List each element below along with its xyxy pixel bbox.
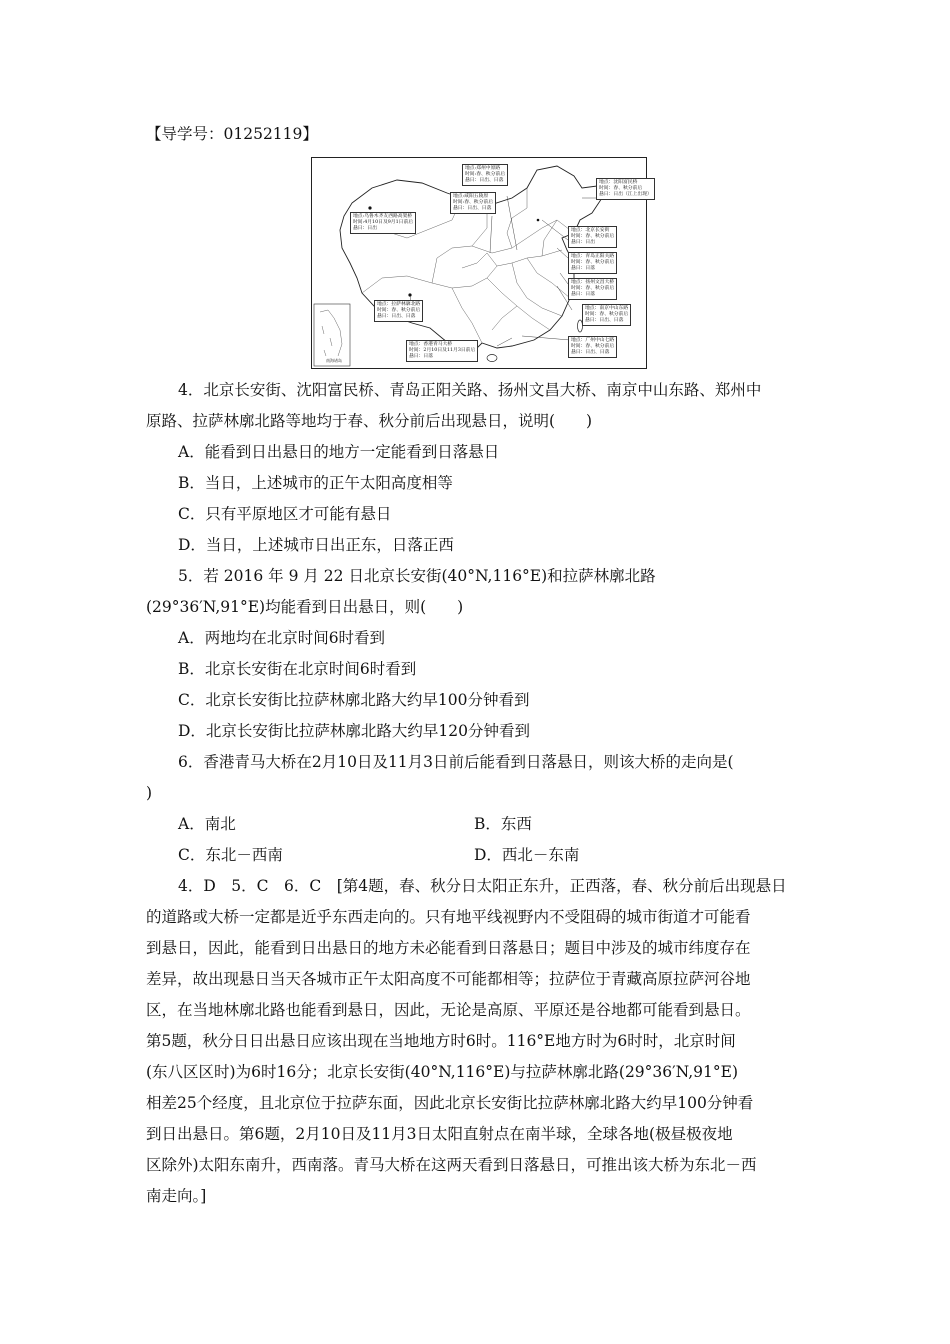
q4-stem-line2: 原路、拉萨林廓北路等地均于春、秋分前后出现悬日，说明( ) [146, 412, 593, 430]
q6-option-b: B．东西 [474, 815, 532, 833]
label-guangzhou: 地点：广州中山七路 时间：春、秋分前后 悬日：日出、日落 [568, 336, 617, 358]
guide-number: 【导学号：01252119】 [146, 125, 318, 143]
label-lhasa: 地点：拉萨林廓北路 时间：春、秋分前后 悬日：日出、日落 [374, 300, 423, 322]
q5-stem-line2: (29°36′N,91°E)均能看到日出悬日，则( ) [146, 598, 464, 616]
hainan-island [487, 355, 497, 362]
south-china-sea-inset [314, 304, 350, 366]
label-xianyang: 地点:咸阳五陵原 时间:春、秋分前后 悬日：日出、日落 [450, 192, 496, 214]
label-beijing: 地点：北京长安街 时间：春、秋分前后 悬日：日出 [568, 226, 617, 248]
q4-stem-line1: 4．北京长安街、沈阳富民桥、青岛正阳关路、扬州文昌大桥、南京中山东路、郑州中 [178, 381, 762, 399]
q4-option-d: D．当日，上述城市日出正东，日落正西 [178, 536, 454, 554]
inset-label: 南海诸岛 [326, 358, 342, 363]
answer-line-9: 到日出悬日。第6题，2月10日及11月3日太阳直射点在南半球，全球各地(极昼极夜地 [146, 1125, 733, 1143]
q6-option-d: D．西北－东南 [474, 846, 580, 864]
q5-stem-line1: 5．若 2016 年 9 月 22 日北京长安街(40°N,116°E)和拉萨林廓北路 [178, 567, 656, 585]
answer-line-8: 相差25个经度，且北京位于拉萨东面，因此北京长安街比拉萨林廓北路大约早100分钟看 [146, 1094, 754, 1112]
q5-option-c: C．北京长安街比拉萨林廓北路大约早100分钟看到 [178, 691, 530, 709]
q6-stem-line2: ) [146, 784, 153, 802]
label-shenyang: 地点：沈阳富民桥 时间：春、秋分前后 悬日：日出（江上出现） [596, 178, 655, 200]
urumqi-dot [368, 206, 371, 209]
china-map-figure [311, 157, 652, 369]
answer-line-10: 区除外)太阳东南升，西南落。青马大桥在这两天看到日落悬日，可推出该大桥为东北－西 [146, 1156, 757, 1174]
beijing-dot [537, 219, 540, 222]
q4-option-a: A．能看到日出悬日的地方一定能看到日落悬日 [178, 443, 500, 461]
q4-option-c: C．只有平原地区才可能有悬日 [178, 505, 392, 523]
q6-stem-line1: 6．香港青马大桥在2月10日及11月3日前后能看到日落悬日，则该大桥的走向是( [178, 753, 734, 771]
q5-option-a: A．两地均在北京时间6时看到 [178, 629, 386, 647]
label-zhengzhou: 地点:郑州中原路 时间:春、秋分前后 悬日：日出、日落 [462, 164, 508, 186]
q5-option-b: B．北京长安街在北京时间6时看到 [178, 660, 417, 678]
answer-line-11: 南走向。] [146, 1187, 207, 1205]
answer-line-3: 到悬日，因此，能看到日出悬日的地方未必能看到日落悬日；题目中涉及的城市纬度存在 [146, 939, 751, 957]
answer-line-5: 区，在当地林廓北路也能看到悬日，因此，无论是高原、平原还是谷地都可能看到悬日。 [146, 1001, 751, 1019]
label-nanjing: 地点：南京中山东路 时间：春、秋分前后 悬日：日出、日落 [582, 304, 631, 326]
q5-option-d: D．北京长安街比拉萨林廓北路大约早120分钟看到 [178, 722, 531, 740]
q6-option-a: A．南北 [178, 815, 236, 833]
label-urumqi: 地点:乌鲁木齐友西路高架桥 时间:4月10日及9月1日前后 悬日：日出 [350, 212, 416, 234]
label-hongkong: 地点：香港青马大桥 时间：2月10日及11月3日前后 悬日：日落 [406, 340, 478, 362]
answer-line-6: 第5题，秋分日日出悬日应该出现在当地地方时6时。116°E地方时为6时时，北京时间 [146, 1032, 736, 1050]
answer-line-7: (东八区区时)为6时16分；北京长安街(40°N,116°E)与拉萨林廓北路(29°36′N,91°E) [146, 1063, 738, 1081]
answer-line-1: 4．D 5．C 6．C [第4题，春、秋分日太阳正东升，正西落，春、秋分前后出现悬日 [178, 877, 787, 895]
answer-line-2: 的道路或大桥一定都是近乎东西走向的。只有地平线视野内不受阻碍的城市街道才可能看 [146, 908, 751, 926]
label-yangzhou: 地点：扬州文昌大桥 时间：春、秋分前后 悬日：日落 [568, 278, 617, 300]
q4-option-b: B．当日，上述城市的正午太阳高度相等 [178, 474, 453, 492]
q6-option-c: C．东北－西南 [178, 846, 283, 864]
label-qingdao: 地点：青岛正阳关路 时间：春、秋分前后 悬日：日落 [568, 252, 617, 274]
answer-line-4: 差异，故出现悬日当天各城市正午太阳高度不可能都相等；拉萨位于青藏高原拉萨河谷地 [146, 970, 751, 988]
